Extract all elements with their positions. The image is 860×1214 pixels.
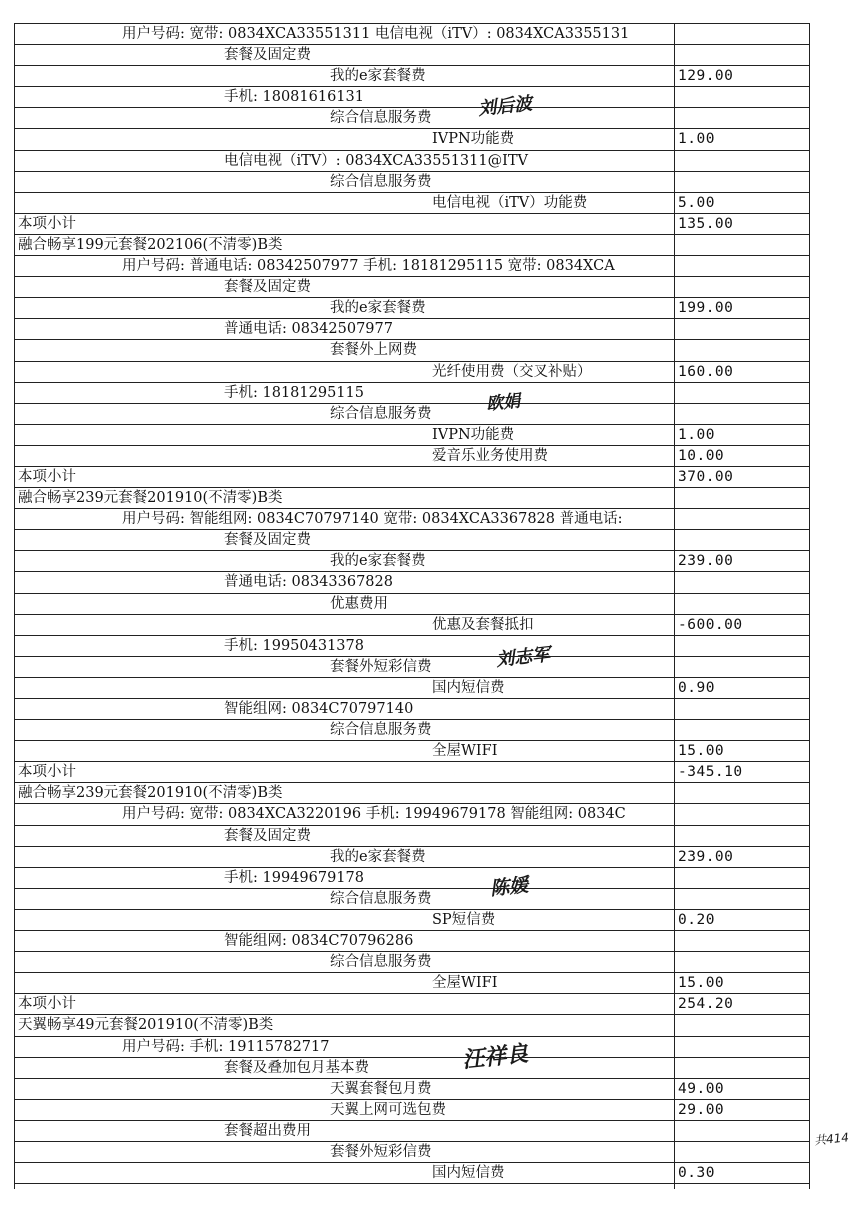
row-label: IVPN功能费 bbox=[432, 131, 515, 148]
row-label: 我的e家套餐费 bbox=[330, 300, 426, 317]
table-row bbox=[14, 256, 810, 277]
row-label: 用户号码: 宽带: 0834XCA3220196 手机: 19949679178 智能组网: 0834C bbox=[122, 806, 626, 823]
table-row bbox=[14, 1079, 810, 1100]
row-amount: 199.00 bbox=[678, 300, 734, 317]
table-row bbox=[14, 952, 810, 973]
row-label: 套餐及叠加包月基本费 bbox=[224, 1059, 369, 1076]
table-row bbox=[14, 594, 810, 615]
row-label: 我的e家套餐费 bbox=[330, 553, 426, 570]
row-label: 手机: 18081616131 bbox=[224, 89, 364, 106]
table-row bbox=[14, 1100, 810, 1121]
row-amount: 129.00 bbox=[678, 68, 734, 85]
signature-5: 汪祥良 bbox=[461, 1041, 530, 1074]
row-label: 全屋WIFI bbox=[432, 743, 498, 760]
table-row bbox=[14, 214, 810, 235]
signature-2: 欧娟 bbox=[485, 391, 522, 415]
row-label: 用户号码: 手机: 19115782717 bbox=[122, 1038, 330, 1055]
table-row bbox=[14, 319, 810, 340]
table-row bbox=[14, 678, 810, 699]
row-label: 综合信息服务费 bbox=[330, 890, 432, 907]
table-row bbox=[14, 24, 810, 45]
table-row bbox=[14, 572, 810, 593]
row-amount: 29.00 bbox=[678, 1101, 725, 1118]
row-label: 套餐超出费用 bbox=[224, 1122, 311, 1139]
row-label: 全屋WIFI bbox=[432, 975, 498, 992]
row-amount: 0.20 bbox=[678, 911, 715, 928]
table-row bbox=[14, 551, 810, 572]
row-label: 套餐及固定费 bbox=[224, 827, 311, 844]
table-row bbox=[14, 1163, 810, 1184]
table-row bbox=[14, 994, 810, 1015]
row-amount: 0.30 bbox=[678, 1165, 715, 1182]
row-label: 手机: 19950431378 bbox=[224, 637, 364, 654]
table-row bbox=[14, 446, 810, 467]
row-amount: 1.00 bbox=[678, 426, 715, 443]
row-label: 光纤使用费（交叉补贴） bbox=[432, 363, 592, 380]
table-row bbox=[14, 467, 810, 488]
row-label: 套餐及固定费 bbox=[224, 279, 311, 296]
row-amount: 239.00 bbox=[678, 848, 734, 865]
row-amount: 15.00 bbox=[678, 743, 725, 760]
row-amount: 254.20 bbox=[678, 996, 734, 1013]
table-row bbox=[14, 45, 810, 66]
row-label: 普通电话: 08343367828 bbox=[224, 574, 393, 591]
signature-1: 刘后波 bbox=[477, 93, 534, 120]
row-label: 我的e家套餐费 bbox=[330, 848, 426, 865]
row-label: 综合信息服务费 bbox=[330, 173, 432, 190]
margin-note: 共414 bbox=[813, 1130, 850, 1148]
row-label: 智能组网: 0834C70797140 bbox=[224, 701, 414, 717]
row-label: 套餐外短彩信费 bbox=[330, 1143, 432, 1160]
table-row bbox=[14, 783, 810, 804]
row-label: 天翼套餐包月费 bbox=[330, 1080, 432, 1097]
row-label: 本项小计 bbox=[18, 468, 76, 485]
row-label: 电信电视（iTV）功能费 bbox=[432, 194, 588, 211]
row-amount: 160.00 bbox=[678, 363, 734, 380]
table-row bbox=[14, 87, 810, 108]
table-row bbox=[14, 720, 810, 741]
row-label: 套餐外上网费 bbox=[330, 342, 417, 359]
row-amount: 0.90 bbox=[678, 679, 715, 696]
table-row bbox=[14, 847, 810, 868]
table-row bbox=[14, 425, 810, 446]
table-row bbox=[14, 530, 810, 551]
row-label: 国内短信费 bbox=[432, 679, 505, 696]
table-row bbox=[14, 172, 810, 193]
row-label: IVPN功能费 bbox=[432, 426, 515, 443]
row-label: 综合信息服务费 bbox=[330, 722, 432, 739]
row-label: 本项小计 bbox=[18, 996, 76, 1013]
row-amount: 239.00 bbox=[678, 553, 734, 570]
table-row bbox=[14, 277, 810, 298]
row-label: 智能组网: 0834C70796286 bbox=[224, 933, 414, 950]
row-label: 优惠及套餐抵扣 bbox=[432, 616, 534, 633]
row-label: 套餐及固定费 bbox=[224, 532, 311, 549]
table-row bbox=[14, 298, 810, 319]
row-label: 国内短信费 bbox=[432, 1165, 505, 1182]
row-label: 手机: 19949679178 bbox=[224, 869, 364, 886]
table-row bbox=[14, 193, 810, 214]
row-label: 套餐及固定费 bbox=[224, 47, 311, 64]
row-amount: 370.00 bbox=[678, 468, 734, 485]
row-amount: 1.00 bbox=[678, 131, 715, 148]
table-row bbox=[14, 868, 810, 889]
table-row bbox=[14, 1015, 810, 1036]
table-row bbox=[14, 129, 810, 150]
table-row bbox=[14, 657, 810, 678]
row-label: 爱音乐业务使用费 bbox=[432, 447, 548, 464]
table-row bbox=[14, 404, 810, 425]
table-row bbox=[14, 826, 810, 847]
table-row bbox=[14, 235, 810, 256]
table-row bbox=[14, 910, 810, 931]
table-row bbox=[14, 762, 810, 783]
table-row bbox=[14, 615, 810, 636]
bill-detail-table bbox=[14, 24, 810, 1184]
row-label: 用户号码: 普通电话: 08342507977 手机: 18181295115 宽带: 0834XCA bbox=[122, 258, 615, 275]
row-amount: 5.00 bbox=[678, 194, 715, 211]
table-row bbox=[14, 931, 810, 952]
table-row bbox=[14, 699, 810, 720]
row-label: 综合信息服务费 bbox=[330, 954, 432, 971]
table-row bbox=[14, 151, 810, 172]
row-label: 融合畅享239元套餐201910(不清零)B类 bbox=[18, 785, 283, 802]
row-label: 融合畅享199元套餐202106(不清零)B类 bbox=[18, 236, 283, 253]
signature-4: 陈媛 bbox=[489, 874, 530, 900]
row-amount: -345.10 bbox=[678, 764, 743, 781]
table-row bbox=[14, 362, 810, 383]
signature-3: 刘志军 bbox=[495, 644, 552, 671]
row-amount: 49.00 bbox=[678, 1080, 725, 1097]
row-label: 套餐外短彩信费 bbox=[330, 658, 432, 675]
table-row bbox=[14, 1121, 810, 1142]
row-label: 综合信息服务费 bbox=[330, 110, 432, 127]
table-row bbox=[14, 383, 810, 404]
row-label: SP短信费 bbox=[432, 911, 496, 928]
table-row bbox=[14, 1037, 810, 1058]
table-row bbox=[14, 1058, 810, 1079]
row-label: 我的e家套餐费 bbox=[330, 68, 426, 85]
row-amount: 135.00 bbox=[678, 215, 734, 232]
row-amount: -600.00 bbox=[678, 616, 743, 633]
row-label: 优惠费用 bbox=[330, 595, 388, 612]
row-label: 本项小计 bbox=[18, 215, 76, 232]
table-row bbox=[14, 973, 810, 994]
row-label: 用户号码: 智能组网: 0834C70797140 宽带: 0834XCA3367828 普通电话: bbox=[122, 511, 623, 528]
row-label: 普通电话: 08342507977 bbox=[224, 321, 393, 338]
row-label: 天翼畅享49元套餐201910(不清零)B类 bbox=[18, 1017, 274, 1034]
table-row bbox=[14, 804, 810, 825]
table-row bbox=[14, 488, 810, 509]
row-label: 电信电视（iTV）: 0834XCA33551311@ITV bbox=[224, 152, 528, 169]
table-row bbox=[14, 340, 810, 361]
row-label: 综合信息服务费 bbox=[330, 405, 432, 422]
table-row bbox=[14, 889, 810, 910]
table-row bbox=[14, 509, 810, 530]
row-label: 融合畅享239元套餐201910(不清零)B类 bbox=[18, 490, 283, 507]
row-label: 用户号码: 宽带: 0834XCA33551311 电信电视（iTV）: 0834XCA3355131 bbox=[122, 26, 630, 42]
row-label: 本项小计 bbox=[18, 764, 76, 781]
table-row bbox=[14, 1142, 810, 1163]
row-amount: 10.00 bbox=[678, 447, 725, 464]
row-label: 手机: 18181295115 bbox=[224, 384, 364, 401]
row-label: 天翼上网可选包费 bbox=[330, 1101, 446, 1118]
table-row bbox=[14, 108, 810, 129]
table-row bbox=[14, 636, 810, 657]
row-amount: 15.00 bbox=[678, 975, 725, 992]
table-row bbox=[14, 66, 810, 87]
table-row bbox=[14, 741, 810, 762]
